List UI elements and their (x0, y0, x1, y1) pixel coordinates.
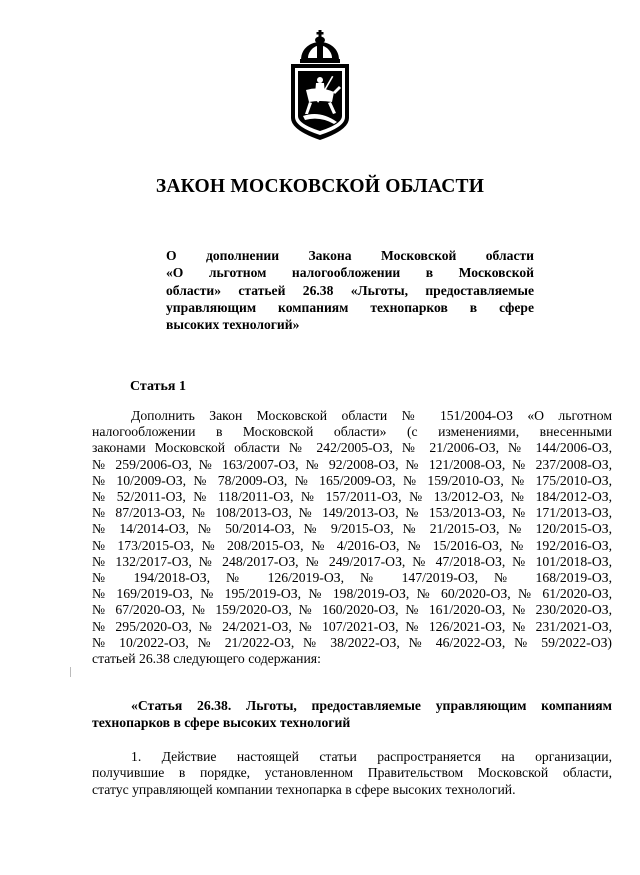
document-title: ЗАКОН МОСКОВСКОЙ ОБЛАСТИ (155, 176, 485, 197)
body-line: № 14/2014-ОЗ, № 50/2014-ОЗ, № 9/2015-ОЗ, № 21/2015-ОЗ, № 120/2015-ОЗ, (92, 521, 612, 537)
heading-line: технопарков в сфере высоких технологий (92, 714, 351, 730)
moscow-oblast-coat-of-arms-icon (287, 30, 353, 142)
body-line: № 132/2017-ОЗ, № 248/2017-ОЗ, № 249/2017-ОЗ, № 47/2018-ОЗ, № 101/2018-ОЗ, (92, 553, 612, 569)
subtitle-line: высоких технологий» (166, 317, 300, 333)
paragraph-line: статус управляющей компании технопарка в сфере высоких технологий. (92, 781, 516, 797)
paragraph-1 (92, 749, 612, 798)
body-line: налогообложении в Московской области» (с изменениями, внесенными (92, 424, 612, 440)
body-line: законами Московской области № 242/2005-ОЗ, № 21/2006-ОЗ, № 144/2006-ОЗ, (92, 440, 612, 456)
body-line: № 52/2011-ОЗ, № 118/2011-ОЗ, № 157/2011-ОЗ, № 13/2012-ОЗ, № 184/2012-ОЗ, (92, 489, 612, 505)
body-line: № 259/2006-ОЗ, № 163/2007-ОЗ, № 92/2008-ОЗ, № 121/2008-ОЗ, № 237/2008-ОЗ, (92, 456, 612, 472)
body-line: статьей 26.38 следующего содержания: (92, 651, 321, 667)
body-line: № 194/2018-ОЗ, № 126/2019-ОЗ, № 147/2019-ОЗ, № 168/2019-ОЗ, (92, 570, 612, 586)
heading-line: «Статья 26.38. Льготы, предоставляемые управляющим компаниям (131, 698, 612, 713)
margin-mark (70, 667, 71, 677)
paragraph-line: получившие в порядке, установленном Правительством Московской области, (92, 765, 612, 781)
article-1-heading: Статья 1 (130, 379, 186, 394)
body-line: № 87/2013-ОЗ, № 108/2013-ОЗ, № 149/2013-ОЗ, № 153/2013-ОЗ, № 171/2013-ОЗ, (92, 505, 612, 521)
body-line: № 10/2009-ОЗ, № 78/2009-ОЗ, № 165/2009-ОЗ, № 159/2010-ОЗ, № 175/2010-ОЗ, (92, 472, 612, 488)
body-line: № 173/2015-ОЗ, № 208/2015-ОЗ, № 4/2016-ОЗ, № 15/2016-ОЗ, № 192/2016-ОЗ, (92, 537, 612, 553)
body-line: № 169/2019-ОЗ, № 195/2019-ОЗ, № 198/2019-ОЗ, № 60/2020-ОЗ, № 61/2020-ОЗ, (92, 586, 612, 602)
paragraph-line: 1. Действие настоящей статьи распространяется на организации, (131, 749, 612, 764)
body-line: № 295/2020-ОЗ, № 24/2021-ОЗ, № 107/2021-ОЗ, № 126/2021-ОЗ, № 231/2021-ОЗ, (92, 618, 612, 634)
new-article-heading (92, 698, 612, 731)
body-line: Дополнить Закон Московской области № 151/2004-ОЗ «О льготном (131, 408, 612, 423)
subtitle-line: управляющим компаниям технопарков в сфере (166, 299, 534, 315)
law-subtitle (166, 247, 534, 333)
body-line: № 10/2022-ОЗ, № 21/2022-ОЗ, № 38/2022-ОЗ, № 46/2022-ОЗ, № 59/2022-ОЗ) (92, 634, 612, 650)
subtitle-line: «О льготном налогообложении в Московской (166, 265, 534, 281)
article-1-body (92, 408, 612, 667)
subtitle-line: области» статьей 26.38 «Льготы, предоставляемые (166, 282, 534, 298)
subtitle-line: О дополнении Закона Московской области (166, 248, 534, 263)
body-line: № 67/2020-ОЗ, № 159/2020-ОЗ, № 160/2020-ОЗ, № 161/2020-ОЗ, № 230/2020-ОЗ, (92, 602, 612, 618)
